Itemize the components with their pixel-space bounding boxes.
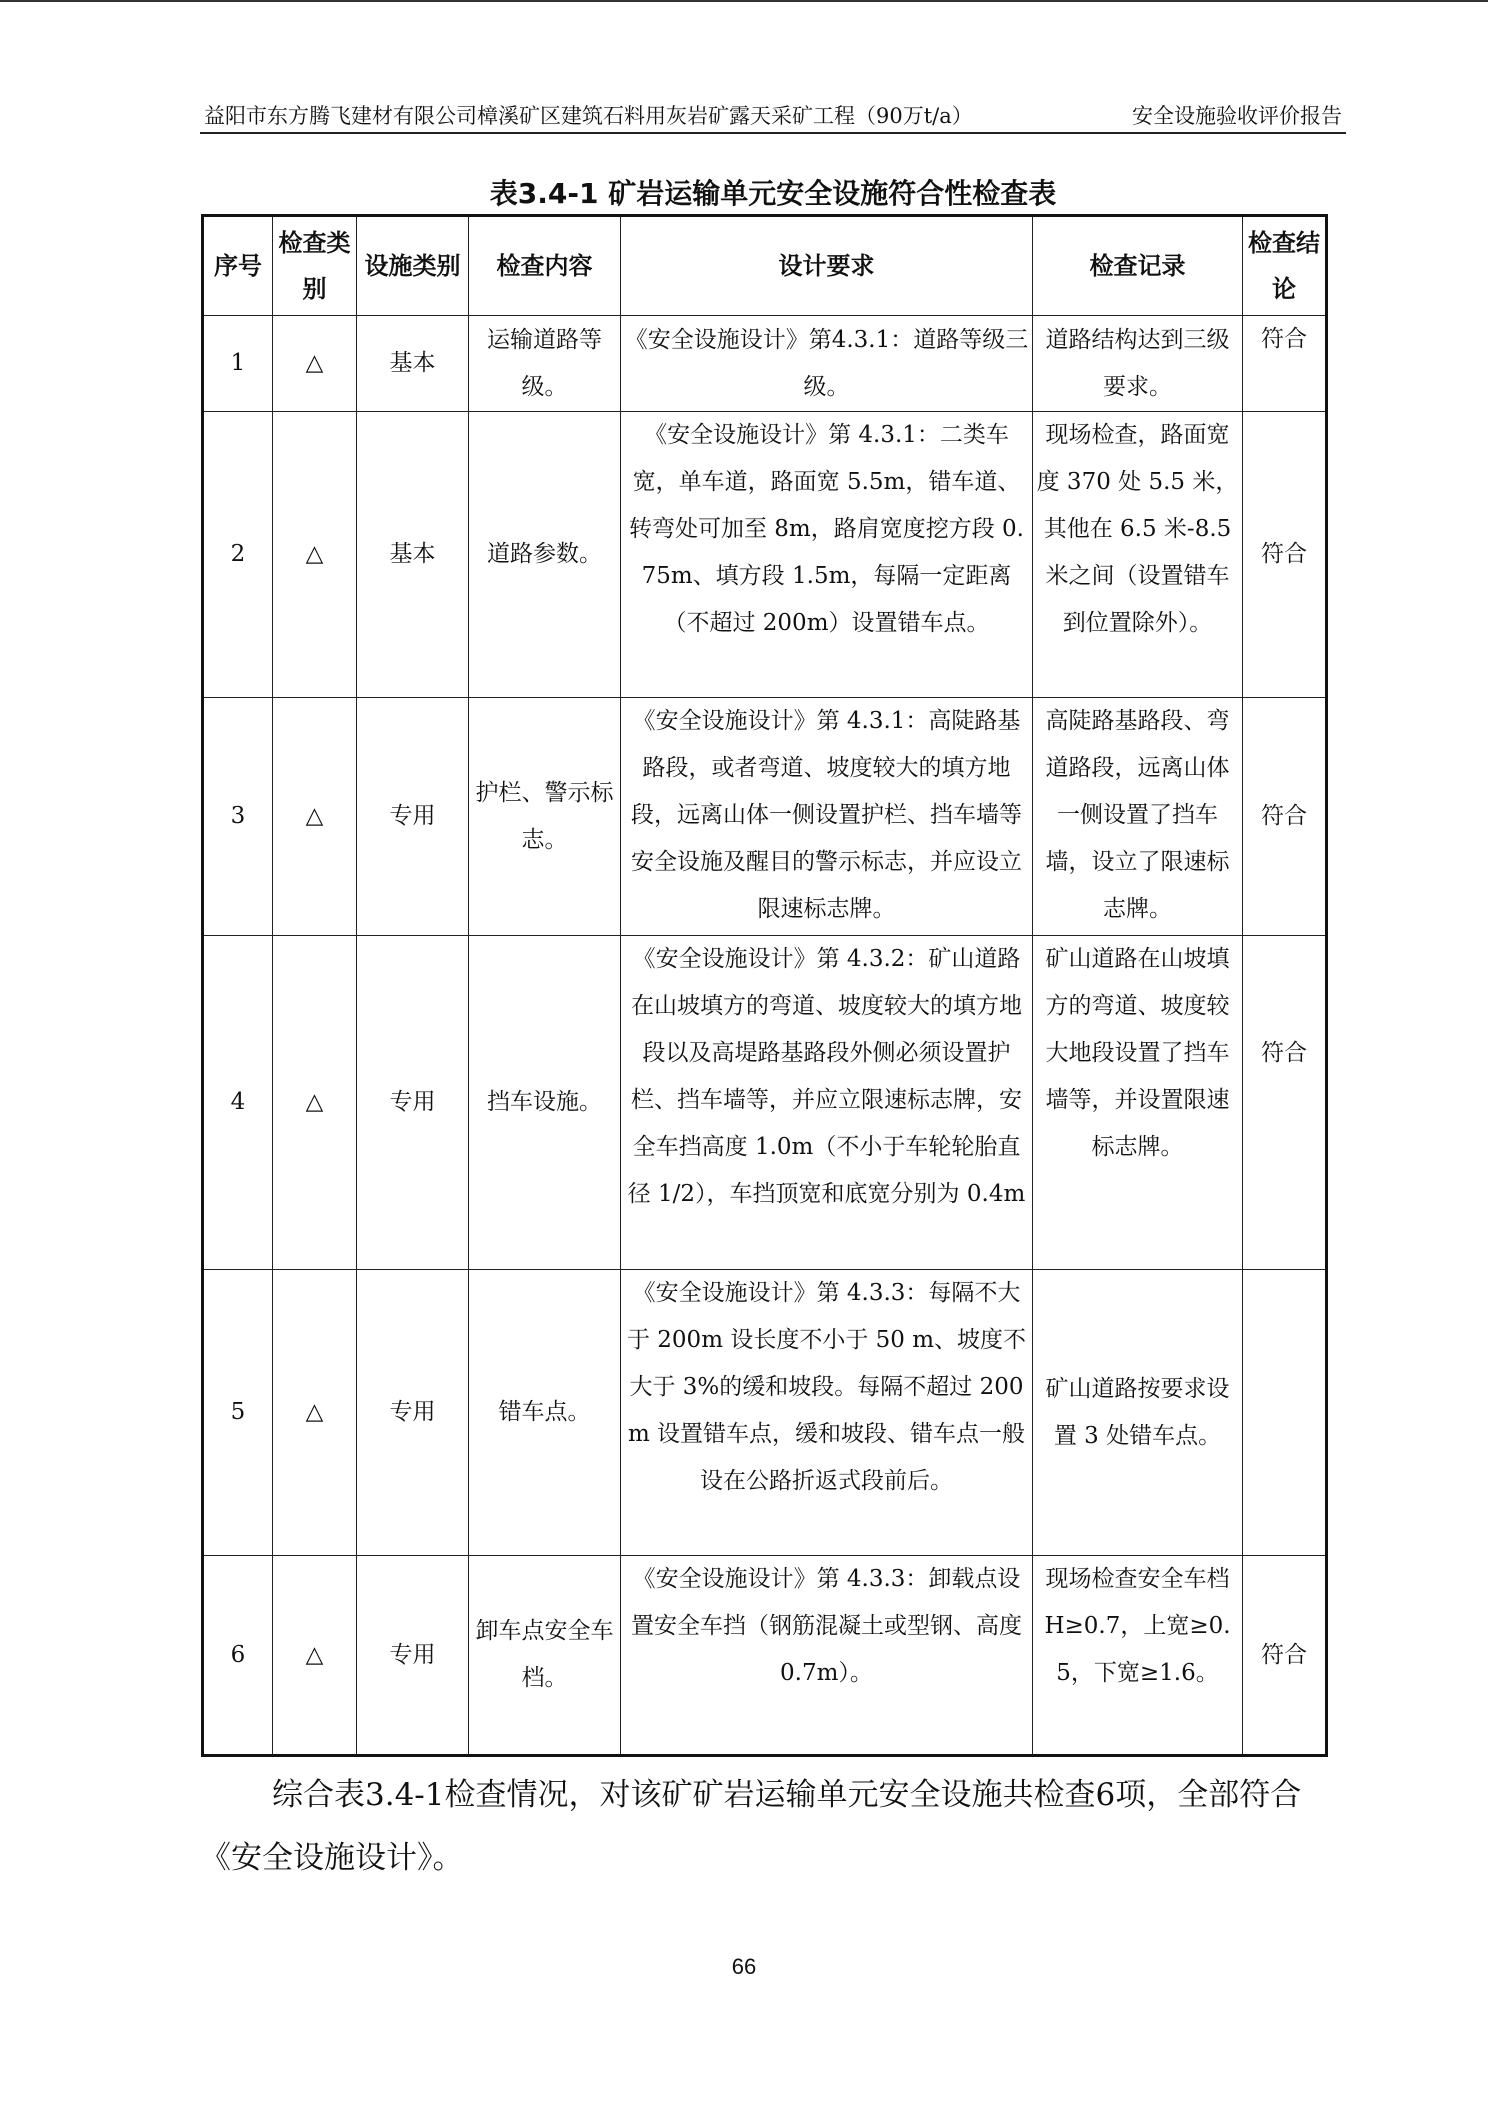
cell-check-type: △ xyxy=(273,412,357,698)
cell-check-type: △ xyxy=(273,936,357,1270)
cell-content: 护栏、警示标志。 xyxy=(469,698,621,936)
cell-no: 6 xyxy=(203,1556,273,1756)
cell-conclusion: 符合 xyxy=(1243,412,1327,698)
cell-facility-type: 基本 xyxy=(357,412,469,698)
header-report-name: 安全设施验收评价报告 xyxy=(1132,104,1342,128)
cell-facility-type: 专用 xyxy=(357,1270,469,1556)
cell-record: 矿山道路按要求设置 3 处错车点。 xyxy=(1033,1270,1243,1556)
cell-facility-type: 专用 xyxy=(357,698,469,936)
header-record: 检查记录 xyxy=(1033,216,1243,316)
cell-conclusion: 符合 xyxy=(1243,1556,1327,1756)
summary-paragraph xyxy=(200,1764,1346,1890)
header-project-name: 益阳市东方腾飞建材有限公司樟溪矿区建筑石料用灰岩矿露天采矿工程（90万t/a） xyxy=(204,104,973,128)
cell-no: 3 xyxy=(203,698,273,936)
cell-record: 现场检查安全车档 H≥0.7，上宽≥0.5，下宽≥1.6。 xyxy=(1033,1556,1243,1756)
cell-requirement: 《安全设施设计》第4.3.1：道路等级三级。 xyxy=(621,316,1033,412)
cell-conclusion: 符合 xyxy=(1243,316,1327,412)
cell-no: 1 xyxy=(203,316,273,412)
header-requirement: 设计要求 xyxy=(621,216,1033,316)
cell-no: 2 xyxy=(203,412,273,698)
cell-facility-type: 专用 xyxy=(357,1556,469,1756)
cell-content: 道路参数。 xyxy=(469,412,621,698)
cell-content: 运输道路等级。 xyxy=(469,316,621,412)
header-conclusion: 检查结论 xyxy=(1243,216,1327,316)
cell-requirement: 《安全设施设计》第 4.3.3：卸载点设置安全车挡（钢筋混凝土或型钢、高度 0.7m）。 xyxy=(621,1556,1033,1756)
cell-requirement: 《安全设施设计》第 4.3.3：每隔不大于 200m 设长度不小于 50 m、坡度不大于 3%的缓和坡段。每隔不超过 200m 设置错车点，缓和坡段、错车点一般设在公路折返式段前后。 xyxy=(621,1270,1033,1556)
page-number: 66 xyxy=(731,1954,757,1979)
table-title: 表3.4-1 矿岩运输单元安全设施符合性检查表 xyxy=(489,177,1057,210)
cell-content: 挡车设施。 xyxy=(469,936,621,1270)
cell-facility-type: 专用 xyxy=(357,936,469,1270)
cell-content: 卸车点安全车档。 xyxy=(469,1556,621,1756)
cell-check-type: △ xyxy=(273,698,357,936)
page-top-border xyxy=(0,0,1488,2)
header-no: 序号 xyxy=(203,216,273,316)
table-row xyxy=(203,698,1327,936)
cell-check-type: △ xyxy=(273,1270,357,1556)
cell-check-type: △ xyxy=(273,316,357,412)
cell-record: 高陡路基路段、弯道路段，远离山体一侧设置了挡车墙，设立了限速标志牌。 xyxy=(1033,698,1243,936)
cell-conclusion: 符合 xyxy=(1243,936,1327,1270)
cell-conclusion xyxy=(1243,1270,1327,1556)
header-content: 检查内容 xyxy=(469,216,621,316)
header-check-type: 检查类别 xyxy=(273,216,357,316)
summary-text: 综合表3.4-1检查情况，对该矿矿岩运输单元安全设施共检查6项，全部符合《安全设施设计》。 xyxy=(200,1777,1302,1876)
inspection-table xyxy=(201,214,1328,1757)
table-row xyxy=(203,316,1327,412)
page-header xyxy=(200,104,1346,134)
cell-content: 错车点。 xyxy=(469,1270,621,1556)
table-row xyxy=(203,412,1327,698)
cell-requirement: 《安全设施设计》第 4.3.1：高陡路基路段，或者弯道、坡度较大的填方地段，远离山体一侧设置护栏、挡车墙等安全设施及醒目的警示标志，并应设立限速标志牌。 xyxy=(621,698,1033,936)
cell-record: 矿山道路在山坡填方的弯道、坡度较大地段设置了挡车墙等，并设置限速标志牌。 xyxy=(1033,936,1243,1270)
cell-facility-type: 基本 xyxy=(357,316,469,412)
cell-requirement: 《安全设施设计》第 4.3.2：矿山道路在山坡填方的弯道、坡度较大的填方地段以及高堤路基路段外侧必须设置护栏、挡车墙等，并应立限速标志牌，安全车挡高度 1.0m（不小于车轮轮胎直径 1/2），车挡顶宽和底宽分别为 0.4m xyxy=(621,936,1033,1270)
cell-no: 5 xyxy=(203,1270,273,1556)
cell-no: 4 xyxy=(203,936,273,1270)
header-facility-type: 设施类别 xyxy=(357,216,469,316)
table-header-row xyxy=(203,216,1327,316)
cell-requirement: 《安全设施设计》第 4.3.1：二类车宽，单车道，路面宽 5.5m，错车道、转弯处可加至 8m，路肩宽度挖方段 0.75m、填方段 1.5m，每隔一定距离（不超过 200m）设置错车点。 xyxy=(621,412,1033,698)
table-row xyxy=(203,1556,1327,1756)
cell-record: 现场检查，路面宽度 370 处 5.5 米，其他在 6.5 米-8.5 米之间（设置错车到位置除外）。 xyxy=(1033,412,1243,698)
cell-check-type: △ xyxy=(273,1556,357,1756)
table-row xyxy=(203,1270,1327,1556)
table-row xyxy=(203,936,1327,1270)
cell-record: 道路结构达到三级要求。 xyxy=(1033,316,1243,412)
cell-conclusion: 符合 xyxy=(1243,698,1327,936)
